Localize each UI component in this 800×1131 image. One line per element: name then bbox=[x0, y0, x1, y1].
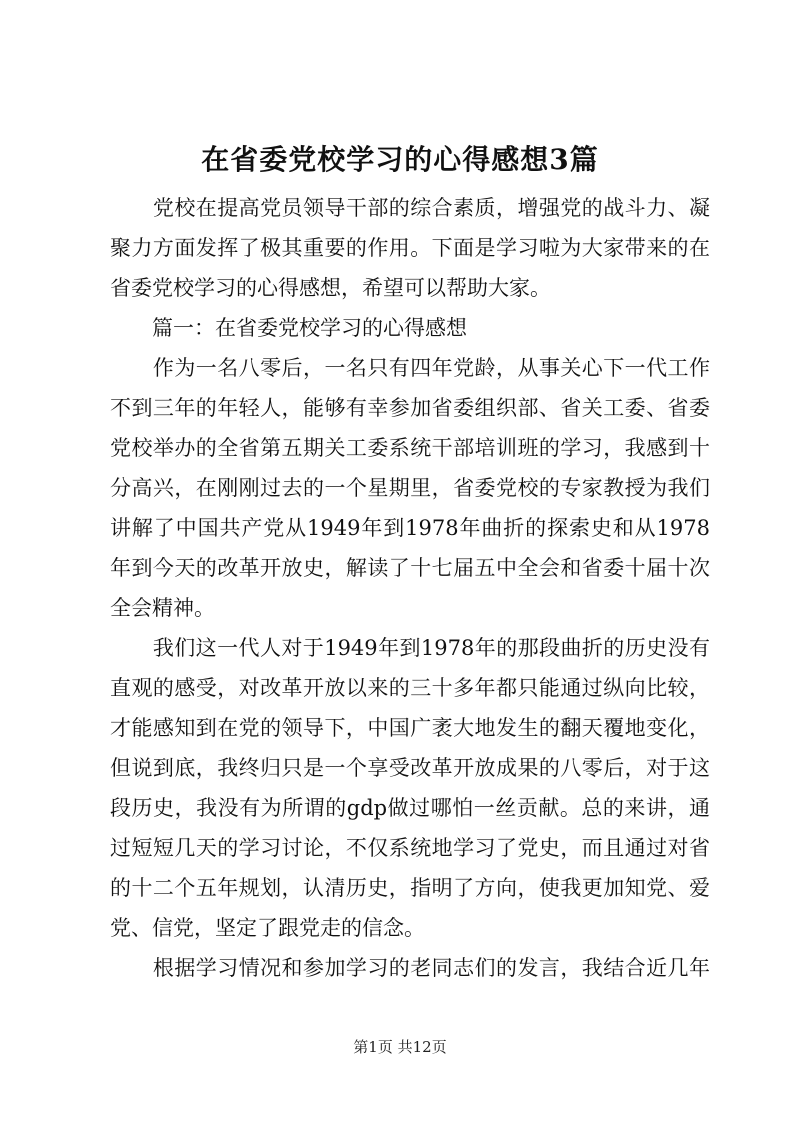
body-line: 不到三年的年轻人，能够有幸参加省委组织部、省关工委、省委 bbox=[110, 396, 710, 420]
body-line: 段历史，我没有为所谓的gdp做过哪怕一丝贡献。总的来讲，通 bbox=[110, 796, 710, 820]
body-line: 聚力方面发挥了极其重要的作用。下面是学习啦为大家带来的在 bbox=[110, 236, 710, 260]
body-line: 我们这一代人对于1949年到1978年的那段曲折的历史没有 bbox=[110, 636, 710, 660]
body-line: 过短短几天的学习讨论，不仅系统地学习了党史，而且通过对省 bbox=[110, 836, 710, 860]
body-line: 年到今天的改革开放史，解读了十七届五中全会和省委十届十次 bbox=[110, 556, 710, 580]
body-line: 作为一名八零后，一名只有四年党龄，从事关心下一代工作 bbox=[110, 356, 710, 380]
body-line: 全会精神。 bbox=[110, 596, 215, 620]
body-line: 才能感知到在党的领导下，中国广袤大地发生的翻天覆地变化， bbox=[110, 716, 710, 740]
body-line: 根据学习情况和参加学习的老同志们的发言，我结合近几年 bbox=[110, 956, 710, 980]
body-line: 的十二个五年规划，认清历史，指明了方向，使我更加知党、爱 bbox=[110, 876, 710, 900]
body-line: 但说到底，我终归只是一个享受改革开放成果的八零后，对于这 bbox=[110, 756, 710, 780]
body-line: 省委党校学习的心得感想，希望可以帮助大家。 bbox=[110, 276, 551, 300]
body-line: 党、信党，坚定了跟党走的信念。 bbox=[110, 916, 425, 940]
section-heading: 篇一：在省委党校学习的心得感想 bbox=[110, 316, 467, 340]
body-line: 分高兴，在刚刚过去的一个星期里，省委党校的专家教授为我们 bbox=[110, 476, 710, 500]
page-number-footer: 第1页 共12页 bbox=[353, 1038, 447, 1056]
document-title: 在省委党校学习的心得感想3篇 bbox=[201, 143, 599, 176]
body-line: 直观的感受，对改革开放以来的三十多年都只能通过纵向比较， bbox=[110, 676, 710, 700]
body-line: 讲解了中国共产党从1949年到1978年曲折的探索史和从1978 bbox=[110, 516, 710, 540]
body-line: 党校举办的全省第五期关工委系统干部培训班的学习，我感到十 bbox=[110, 436, 710, 460]
body-line: 党校在提高党员领导干部的综合素质，增强党的战斗力、凝 bbox=[110, 196, 710, 220]
